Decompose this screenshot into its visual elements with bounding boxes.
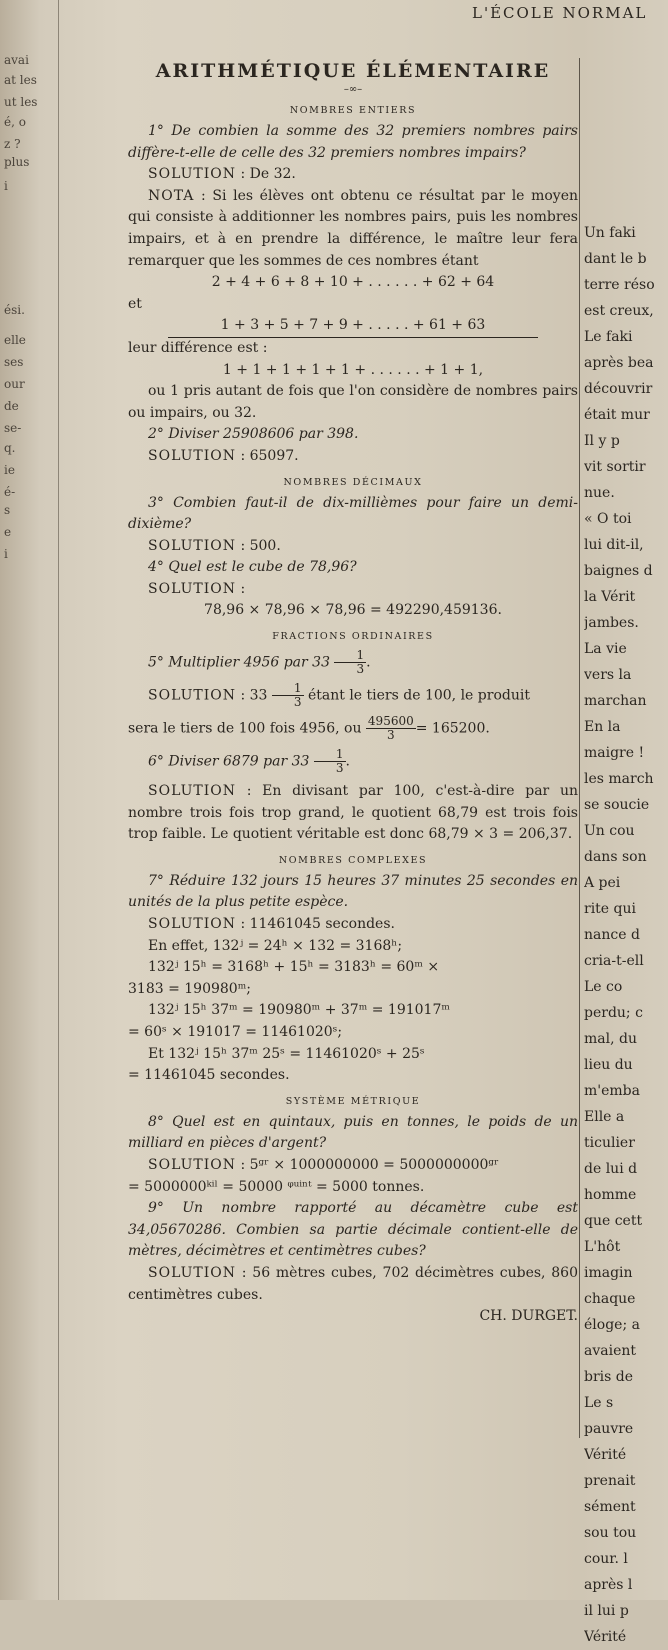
right-column-line: homme (584, 1187, 637, 1203)
question-2: 2° Diviser 25908606 par 398. (148, 426, 359, 443)
right-column-line: En la (584, 719, 621, 735)
left-column-fragment (0, 0, 59, 1600)
question-7: 7° Réduire 132 jours 15 heures 37 minutes 25 secondes en unités de la plus petite espèce. (128, 872, 578, 911)
margin-fragment: i (4, 547, 8, 561)
question-6: 6° Diviser 6879 par 33 $\frac{1}{3}$ . (148, 747, 350, 776)
margin-fragment: i (4, 179, 8, 193)
right-column-line: Elle a (584, 1109, 625, 1125)
right-column-line: est creux, (584, 303, 654, 319)
solution-1: SOLUTION : De 32. (148, 166, 296, 183)
margin-fragment: ut les (4, 95, 38, 109)
right-column-line: lieu du (584, 1057, 633, 1073)
right-column-line: Un faki (584, 225, 636, 241)
article-arithmetique (128, 58, 578, 1328)
right-column-line: après bea (584, 355, 654, 371)
solution-7: SOLUTION : 11461045 secondes. (148, 916, 395, 933)
author-signature: CH. DURGET. (479, 1308, 578, 1325)
solution-4: SOLUTION : (148, 580, 246, 597)
equation-even-sum: 2 + 4 + 6 + 8 + 10 + . . . . . . + 62 + 64 (211, 274, 495, 291)
right-column-line: de lui d (584, 1161, 638, 1177)
right-column-line: « O toi (584, 511, 632, 527)
question-4: 4° Quel est le cube de 78,96? (148, 559, 357, 576)
step-line: 132ʲ 15ʰ 37ᵐ = 190980ᵐ + 37ᵐ = 191017ᵐ (148, 1002, 450, 1019)
equation-odd-sum: 1 + 3 + 5 + 7 + 9 + . . . . . + 61 + 63 (168, 315, 538, 338)
margin-fragment: our (4, 377, 25, 391)
solution-6: SOLUTION : En divisant par 100, c'est-à-dire par un nombre trois fois trop grand, le quotient 68,79 est trois fois trop faible. Le quotient véritable est donc 68,79 × 3 = 206,37. (128, 783, 578, 843)
question-3: 3° Combien faut-il de dix-millièmes pour faire un demi-dixième? (128, 494, 578, 533)
right-column-line: dans son (584, 849, 647, 865)
margin-fragment: e (4, 525, 12, 539)
right-column-line: avaient (584, 1343, 637, 1359)
right-column-line: Le co (584, 979, 623, 995)
equation-difference: 1 + 1 + 1 + 1 + 1 + . . . . . . + 1 + 1, (222, 361, 484, 378)
et-label: et (128, 295, 142, 312)
right-column-line: vit sortir (584, 459, 646, 475)
section-heading-decimaux: NOMBRES DÉCIMAUX (283, 476, 423, 488)
right-column-line: dant le b (584, 251, 647, 267)
right-column-line: ticulier (584, 1135, 635, 1151)
fraction-one-third: $\frac{1}{3}$ (272, 682, 304, 709)
right-column-line: m'emba (584, 1083, 640, 1099)
title-ornament: –∞– (343, 84, 363, 95)
step-line: 132ʲ 15ʰ = 3168ʰ + 15ʰ = 3183ʰ = 60ᵐ × (148, 959, 440, 976)
margin-fragment: elle (4, 333, 26, 347)
step-line: = 11461045 secondes. (128, 1067, 290, 1084)
right-column-line: la Vérit (584, 589, 636, 605)
solution-5-continued: sera le tiers de 100 fois 4956, ou $\frac{495600}{3}$ = 165200. (128, 714, 490, 743)
right-column-line: Vérité (584, 1447, 627, 1463)
right-column-line: était mur (584, 407, 650, 423)
section-heading-fractions: FRACTIONS ORDINAIRES (272, 631, 434, 643)
right-column-line: il lui p (584, 1603, 629, 1619)
right-column-line: nue. (584, 485, 615, 501)
article-title: ARITHMÉTIQUE ÉLÉMENTAIRE (155, 60, 551, 82)
difference-intro: leur différence est : (128, 339, 268, 356)
right-column-line: rite qui (584, 901, 636, 917)
question-5: 5° Multiplier 4956 par 33 $\frac{1}{3}$ . (148, 648, 371, 677)
conclusion-1: ou 1 pris autant de fois que l'on considère de nombres pairs ou impairs, ou 32. (128, 383, 578, 421)
right-column-line: que cett (584, 1213, 643, 1229)
right-column-line: prenait (584, 1473, 636, 1489)
right-column-line: Vérité (584, 1629, 627, 1645)
question-9: 9° Un nombre rapporté au décamètre cube est 34,05670286. Combien sa partie décimale contient-elle de mètres, décimètres et centimètres cubes? (128, 1200, 578, 1260)
right-column-line: perdu; c (584, 1005, 643, 1021)
margin-fragment: avai (4, 53, 29, 67)
right-column-fragment (584, 220, 668, 1650)
right-column-line: Un cou (584, 823, 635, 839)
margin-fragment: é- (4, 485, 16, 499)
right-column-line: nance d (584, 927, 640, 943)
right-column-line: A pei (584, 875, 621, 891)
right-column-line: sément (584, 1499, 636, 1515)
right-column-line: imagin (584, 1265, 633, 1281)
right-column-line: terre réso (584, 277, 655, 293)
equation-cube: 78,96 × 78,96 × 78,96 = 492290,459136. (204, 602, 502, 619)
step-line: En effet, 132ʲ = 24ʰ × 132 = 3168ʰ; (148, 937, 403, 954)
step-line: Et 132ʲ 15ʰ 37ᵐ 25ˢ = 11461020ˢ + 25ˢ (148, 1045, 425, 1062)
right-column-line: Le s (584, 1395, 614, 1411)
margin-fragment: de (4, 399, 19, 413)
question-8: 8° Quel est en quintaux, puis en tonnes, le poids de un milliard en pièces d'argent? (128, 1113, 578, 1152)
right-column-line: bris de (584, 1369, 634, 1385)
right-column-line: pauvre (584, 1421, 634, 1437)
right-column-line: jambes. (584, 615, 639, 631)
margin-fragment: se- (4, 421, 22, 435)
margin-fragment: plus (4, 155, 30, 169)
solution-5: SOLUTION : 33 $\frac{1}{3}$ étant le tiers de 100, le produit (148, 681, 530, 710)
question-1: 1° De combien la somme des 32 premiers nombres pairs diffère-t-elle de celle des 32 premiers nombres impairs? (128, 123, 578, 161)
margin-fragment: z ? (4, 137, 21, 151)
step-line: 3183 = 190980ᵐ; (128, 980, 252, 997)
right-column-line: baignes d (584, 563, 653, 579)
section-heading-entiers: NOMBRES ENTIERS (289, 105, 417, 116)
right-column-line: découvrir (584, 381, 653, 397)
right-column-line: Il y p (584, 433, 620, 449)
fraction-495600-over-3: $\frac{495600}{3}$ (367, 714, 414, 743)
right-column-line: après l (584, 1577, 633, 1593)
section-heading-metrique: SYSTÈME MÉTRIQUE (285, 1095, 421, 1107)
right-column-line: lui dit-il, (584, 537, 644, 553)
right-column-line: se soucie (584, 797, 650, 813)
margin-fragment: q. (4, 441, 16, 455)
right-column-line: sou tou (584, 1525, 637, 1541)
section-heading-complexes: NOMBRES COMPLEXES (278, 854, 428, 866)
right-column-line: vers la (584, 667, 632, 683)
solution-8-continued: = 5000000ᵏⁱˡ = 50000 ᵠᵘⁱⁿᵗ = 5000 tonnes. (128, 1178, 425, 1195)
fraction-one-third: $\frac{1}{3}$ (334, 649, 366, 676)
right-column-line: marchan (584, 693, 647, 709)
margin-fragment: ses (4, 355, 24, 369)
right-column-line: L'hôt (584, 1239, 621, 1255)
solution-8: SOLUTION : 5ᵍʳ × 1000000000 = 5000000000ᵍʳ (148, 1156, 499, 1173)
solution-9: SOLUTION : 56 mètres cubes, 702 décimètres cubes, 860 centimètres cubes. (128, 1264, 578, 1303)
right-column-line: les march (584, 771, 654, 787)
fraction-one-third: $\frac{1}{3}$ (314, 748, 346, 775)
right-column-line: chaque (584, 1291, 636, 1307)
margin-fragment: at les (4, 73, 37, 87)
solution-2: SOLUTION : 65097. (148, 447, 299, 464)
right-column-line: mal, du (584, 1031, 637, 1047)
solution-7-steps (128, 936, 578, 1087)
margin-fragment: ési. (4, 303, 25, 317)
right-column-line: La vie (584, 641, 627, 657)
step-line: = 60ˢ × 191017 = 11461020ˢ; (128, 1024, 343, 1040)
margin-fragment: ie (4, 463, 15, 477)
solution-3: SOLUTION : 500. (148, 537, 281, 554)
right-column-line: maigre ! (584, 745, 645, 761)
margin-fragment: s (4, 503, 11, 517)
margin-fragment: é, o (4, 115, 26, 129)
right-column-line: éloge; a (584, 1317, 640, 1333)
right-column-line: cour. l (584, 1551, 628, 1567)
running-head: L'ÉCOLE NORMAL (472, 4, 648, 22)
nota: NOTA : Si les élèves ont obtenu ce résultat par le moyen qui consiste à additionner les nombres pairs, puis les nombres impairs, et à en prendre la différence, le maître leur fera remarquer que les sommes de ces nombres étant (128, 187, 578, 269)
column-rule (579, 58, 580, 1438)
right-column-line: cria-t-ell (584, 953, 644, 969)
right-column-line: Le faki (584, 329, 633, 345)
